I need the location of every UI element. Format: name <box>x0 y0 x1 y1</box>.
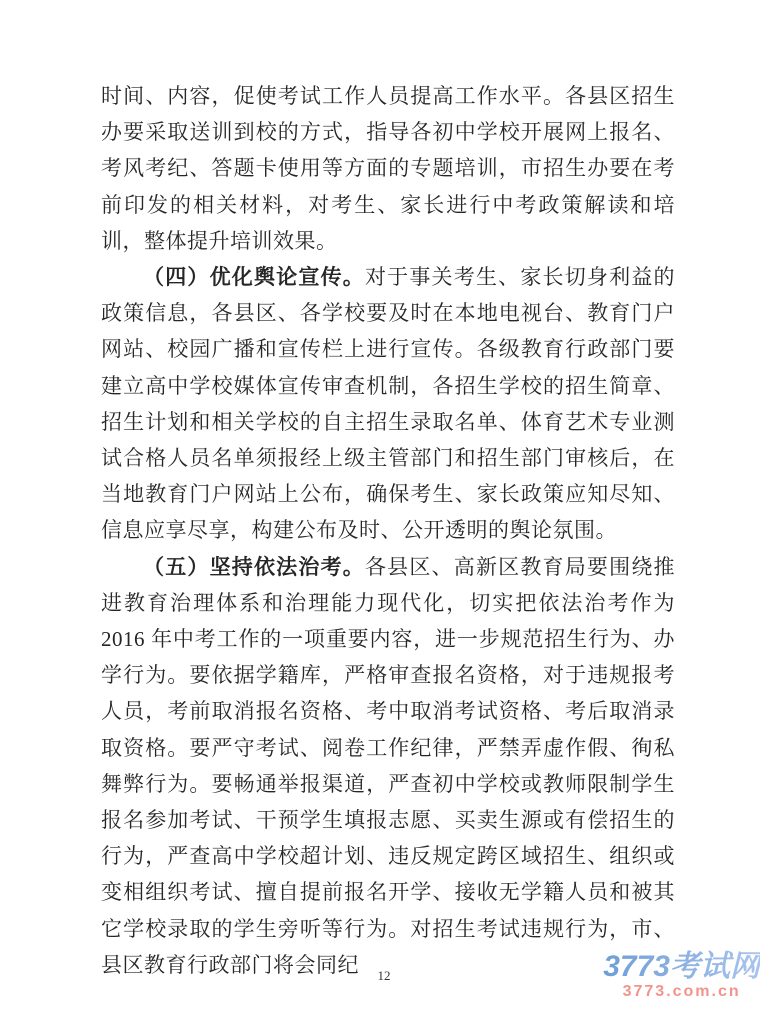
paragraph-section-5 <box>101 549 675 983</box>
watermark-logo-text: 3773考试网 <box>603 950 760 983</box>
paragraph-text: 对于事关考生、家长切身利益的政策信息，各县区、各学校要及时在本地电视台、教育门户网站、校园广播和宣传栏上进行宣传。各级教育行政部门要建立高中学校媒体宣传审查机制，各招生学校的招生简章、招生计划和相关学校的自主招生录取名单、体育艺术专业测试合格人员名单须报经上级主管部门和招生部门审核后，在当地教育门户网站上公布，确保考生、家长政策应知尽知、信息应享尽享，构建公布及时、公开透明的舆论氛围。 <box>101 265 676 543</box>
paragraph-text: 各县区、高新区教育局要围绕推进教育治理体系和治理能力现代化，切实把依法治考作为 2016 年中考工作的一项重要内容，进一步规范招生行为、办学行为。要依据学籍库，严格审查报名资格，对于违规报考人员，考前取消报名资格、考中取消考试资格、考后取消录取资格。要严守考试、阅卷工作纪律，严禁弄虚作假、徇私舞弊行为。要畅通举报渠道，严查初中学校或教师限制学生报名参加考试、干预学生填报志愿、买卖生源或有偿招生的行为，严查高中学校超计划、违反规定跨区域招生、组织或变相组织考试、擅自提前报名开学、接收无学籍人员和被其它学校录取的学生旁听等行为。对招生考试违规行为，市、县区教育行政部门将会同纪 <box>101 554 676 977</box>
watermark-domain-text: 3773.com.cn <box>622 983 741 1000</box>
paragraph-continuation <box>101 78 675 259</box>
page-number: 12 <box>377 968 391 983</box>
paragraph-text: 时间、内容，促使考试工作人员提高工作水平。各县区招生办要采取送训到校的方式，指导各初中学校开展网上报名、考风考纪、答题卡使用等方面的专题培训，市招生办要在考前印发的相关材料，对考生、家长进行中考政策解读和培训，整体提升培训效果。 <box>101 84 675 253</box>
section-heading-5: （五）坚持依法治考。 <box>143 554 365 579</box>
paragraph-section-4 <box>101 259 675 549</box>
document-body <box>101 78 675 983</box>
section-heading-4: （四）优化舆论宣传。 <box>143 265 365 290</box>
